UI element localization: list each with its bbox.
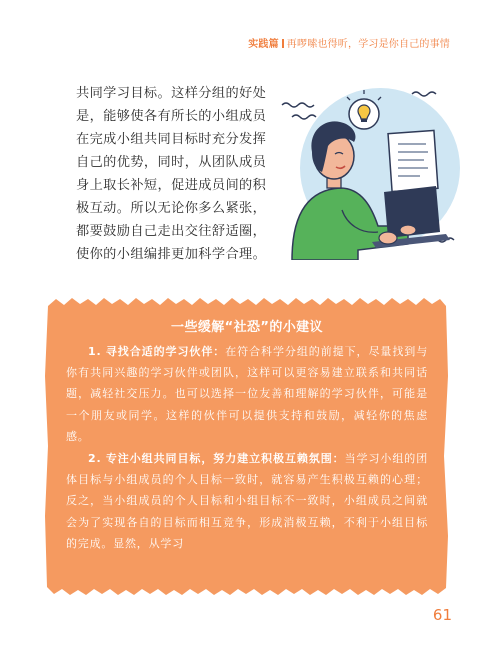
tips-box: [44, 296, 450, 596]
tip-number: 1.: [88, 345, 102, 358]
tip-number: 2.: [88, 452, 102, 466]
section-label: 实践篇: [248, 39, 279, 50]
tips-title: 一些缓解“社恐”的小建议: [171, 320, 323, 335]
page-number: 61: [432, 606, 452, 624]
tip-text: 在符合科学分组的前提下，尽量找到与你有共同兴趣的学习伙伴或团队，这样可以更容易建立联系和共同话题，减轻社交压力。也可以选择一位友善和理解的学习伙伴，可能是一个朋友或同学。这样的伙伴可以提供支持和鼓励，减轻你的焦虑感。: [66, 345, 428, 443]
student-laptop-illustration: [272, 70, 462, 260]
tip-heading: 寻找合适的学习伙伴：: [105, 345, 226, 358]
intro-paragraph: [76, 82, 276, 266]
tip-1: [66, 341, 428, 447]
tip-2: [66, 448, 428, 554]
chapter-title: 再啰嗦也得听，学习是你自己的事情: [286, 39, 450, 50]
intro-text: 共同学习目标。这样分组的好处是，能够使各有所长的小组成员在完成小组共同目标时充分发挥自己的优势，同时，从团队成员身上取长补短，促进成员间的积极互动。所以无论你多么紧张，都要鼓励自己走出交往舒适圈，使你的小组编排更加科学合理。: [76, 86, 267, 262]
tip-text: 当学习小组的团体目标与小组成员的个人目标一致时，就容易产生积极互赖的心理；反之，当小组成员的个人目标和小组目标不一致时，小组成员之间就会为了实现各自的目标而相互竞争，形成消极互赖，不利于小组目标的完成。显然，从学习: [66, 452, 429, 550]
tip-heading: 专注小组共同目标，努力建立积极互赖氛围：: [105, 452, 345, 466]
header-divider: [282, 39, 284, 48]
running-header: [248, 35, 450, 50]
